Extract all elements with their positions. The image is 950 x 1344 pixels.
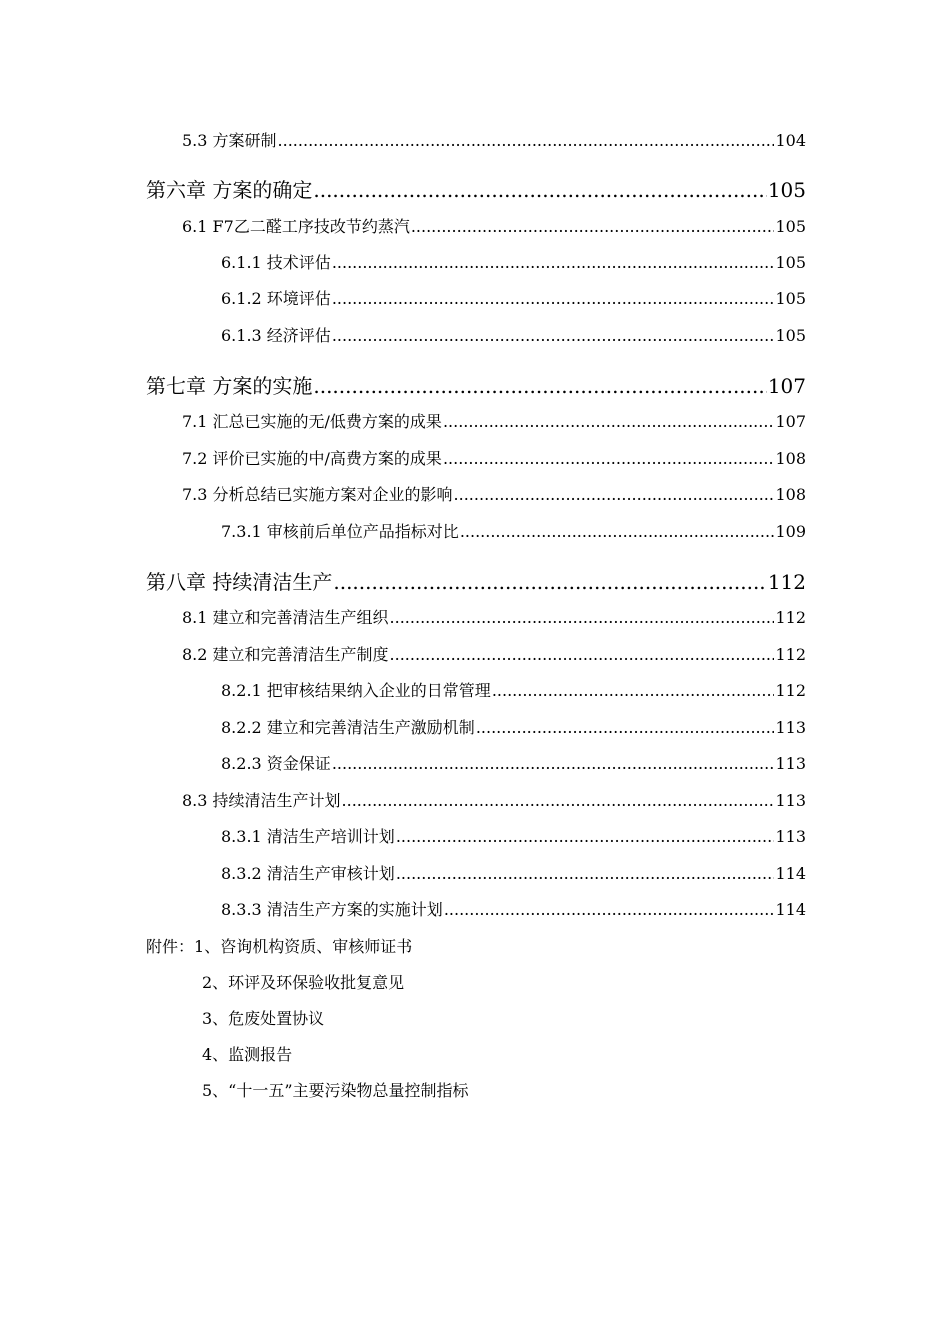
dot-leader: [443, 412, 775, 431]
toc-entry-5-3[interactable]: [182, 128, 806, 151]
toc-page-number: 107: [767, 374, 806, 398]
dot-leader: [460, 522, 775, 541]
toc-page-number: 114: [775, 900, 806, 919]
dot-leader: [332, 289, 775, 308]
dot-leader: [443, 449, 775, 468]
appendix-line-3: [202, 1006, 324, 1029]
appendix-line-4: [202, 1042, 292, 1065]
appendix-line-2: [202, 970, 404, 993]
toc-entry-8-3-1[interactable]: [221, 824, 806, 847]
toc-entry-label: 第七章 方案的实施: [146, 374, 313, 398]
toc-entry-label: 8.3 持续清洁生产计划: [182, 791, 341, 810]
toc-entry-6-1-2[interactable]: [221, 286, 806, 309]
toc-entry-8-2-3[interactable]: [221, 751, 806, 774]
toc-entry-label: 7.3.1 审核前后单位产品指标对比: [221, 522, 459, 541]
toc-entry-label: 8.2.1 把审核结果纳入企业的日常管理: [221, 681, 491, 700]
toc-page-number: 112: [767, 570, 806, 594]
toc-entry-label: 8.3.3 清洁生产方案的实施计划: [221, 900, 443, 919]
toc-entry-7-3-1[interactable]: [221, 519, 806, 542]
toc-page-number: 112: [775, 608, 806, 627]
appendix-prefix: 附件：: [146, 937, 195, 956]
appendix-item: 3、危废处置协议: [202, 1009, 325, 1028]
dot-leader: [492, 681, 775, 700]
toc-page-number: 113: [775, 791, 806, 810]
dot-leader: [396, 864, 775, 883]
toc-page-number: 108: [775, 449, 806, 468]
toc-page-number: 112: [775, 681, 806, 700]
toc-entry-label: 6.1 F7乙二醛工序技改节约蒸汽: [182, 217, 410, 236]
toc-page-number: 108: [775, 485, 806, 504]
toc-entry-label: 第六章 方案的确定: [146, 178, 313, 202]
dot-leader: [396, 827, 775, 846]
toc-entry-label: 8.2.3 资金保证: [221, 754, 331, 773]
toc-entry-6-1-1[interactable]: [221, 250, 806, 273]
toc-entry-8-3-3[interactable]: [221, 897, 806, 920]
toc-page-number: 114: [775, 864, 806, 883]
dot-leader: [342, 791, 775, 810]
toc-entry-6-1-3[interactable]: [221, 323, 806, 346]
toc-entry-label: 7.3 分析总结已实施方案对企业的影响: [182, 485, 453, 504]
toc-entry-label: 8.2.2 建立和完善清洁生产激励机制: [221, 718, 475, 737]
toc-entry-8-2[interactable]: [182, 642, 806, 665]
appendix-item: 4、监测报告: [202, 1045, 293, 1064]
toc-entry-label: 7.1 汇总已实施的无/低费方案的成果: [182, 412, 442, 431]
appendix-item: 5、“十一五”主要污染物总量控制指标: [202, 1081, 469, 1100]
dot-leader: [313, 178, 766, 202]
dot-leader: [313, 374, 766, 398]
dot-leader: [332, 326, 775, 345]
appendix-line-5: [202, 1078, 469, 1101]
toc-entry-label: 第八章 持续清洁生产: [146, 570, 333, 594]
dot-leader: [476, 718, 775, 737]
toc-entry-label: 8.1 建立和完善清洁生产组织: [182, 608, 389, 627]
toc-page-number: 113: [775, 754, 806, 773]
toc-entry-8-3[interactable]: [182, 788, 806, 811]
toc-chapter-8[interactable]: [146, 566, 806, 595]
dot-leader: [333, 570, 766, 594]
appendix-item: 2、环评及环保验收批复意见: [202, 973, 405, 992]
toc-page-number: 107: [775, 412, 806, 431]
dot-leader: [332, 754, 775, 773]
dot-leader: [454, 485, 775, 504]
toc-page-number: 105: [767, 178, 806, 202]
dot-leader: [444, 900, 775, 919]
dot-leader: [390, 645, 775, 664]
toc-chapter-7[interactable]: [146, 370, 806, 399]
toc-page-number: 105: [775, 253, 806, 272]
dot-leader: [332, 253, 775, 272]
toc-entry-8-2-1[interactable]: [221, 678, 806, 701]
toc-entry-label: 6.1.2 环境评估: [221, 289, 331, 308]
toc-entry-7-1[interactable]: [182, 409, 806, 432]
toc-page-number: 105: [775, 217, 806, 236]
toc-entry-label: 7.2 评价已实施的中/高费方案的成果: [182, 449, 442, 468]
dot-leader: [278, 131, 775, 150]
toc-page-number: 113: [775, 718, 806, 737]
toc-page-number: 113: [775, 827, 806, 846]
toc-entry-7-2[interactable]: [182, 446, 806, 469]
toc-chapter-6[interactable]: [146, 174, 806, 203]
dot-leader: [390, 608, 775, 627]
toc-page-number: 112: [775, 645, 806, 664]
toc-entry-label: 8.2 建立和完善清洁生产制度: [182, 645, 389, 664]
appendix-item: 1、咨询机构资质、审核师证书: [194, 937, 413, 956]
toc-page-number: 104: [775, 131, 806, 150]
toc-entry-label: 8.3.1 清洁生产培训计划: [221, 827, 395, 846]
toc-entry-label: 8.3.2 清洁生产审核计划: [221, 864, 395, 883]
toc-entry-6-1[interactable]: [182, 214, 806, 237]
toc-entry-label: 6.1.1 技术评估: [221, 253, 331, 272]
toc-page-number: 105: [775, 326, 806, 345]
toc-entry-8-1[interactable]: [182, 605, 806, 628]
toc-entry-7-3[interactable]: [182, 482, 806, 505]
toc-page-number: 109: [775, 522, 806, 541]
toc-entry-label: 5.3 方案研制: [182, 131, 277, 150]
toc-entry-8-3-2[interactable]: [221, 861, 806, 884]
toc-entry-label: 6.1.3 经济评估: [221, 326, 331, 345]
toc-entry-8-2-2[interactable]: [221, 715, 806, 738]
appendix-line-1: [146, 934, 412, 957]
dot-leader: [411, 217, 775, 236]
toc-page-number: 105: [775, 289, 806, 308]
